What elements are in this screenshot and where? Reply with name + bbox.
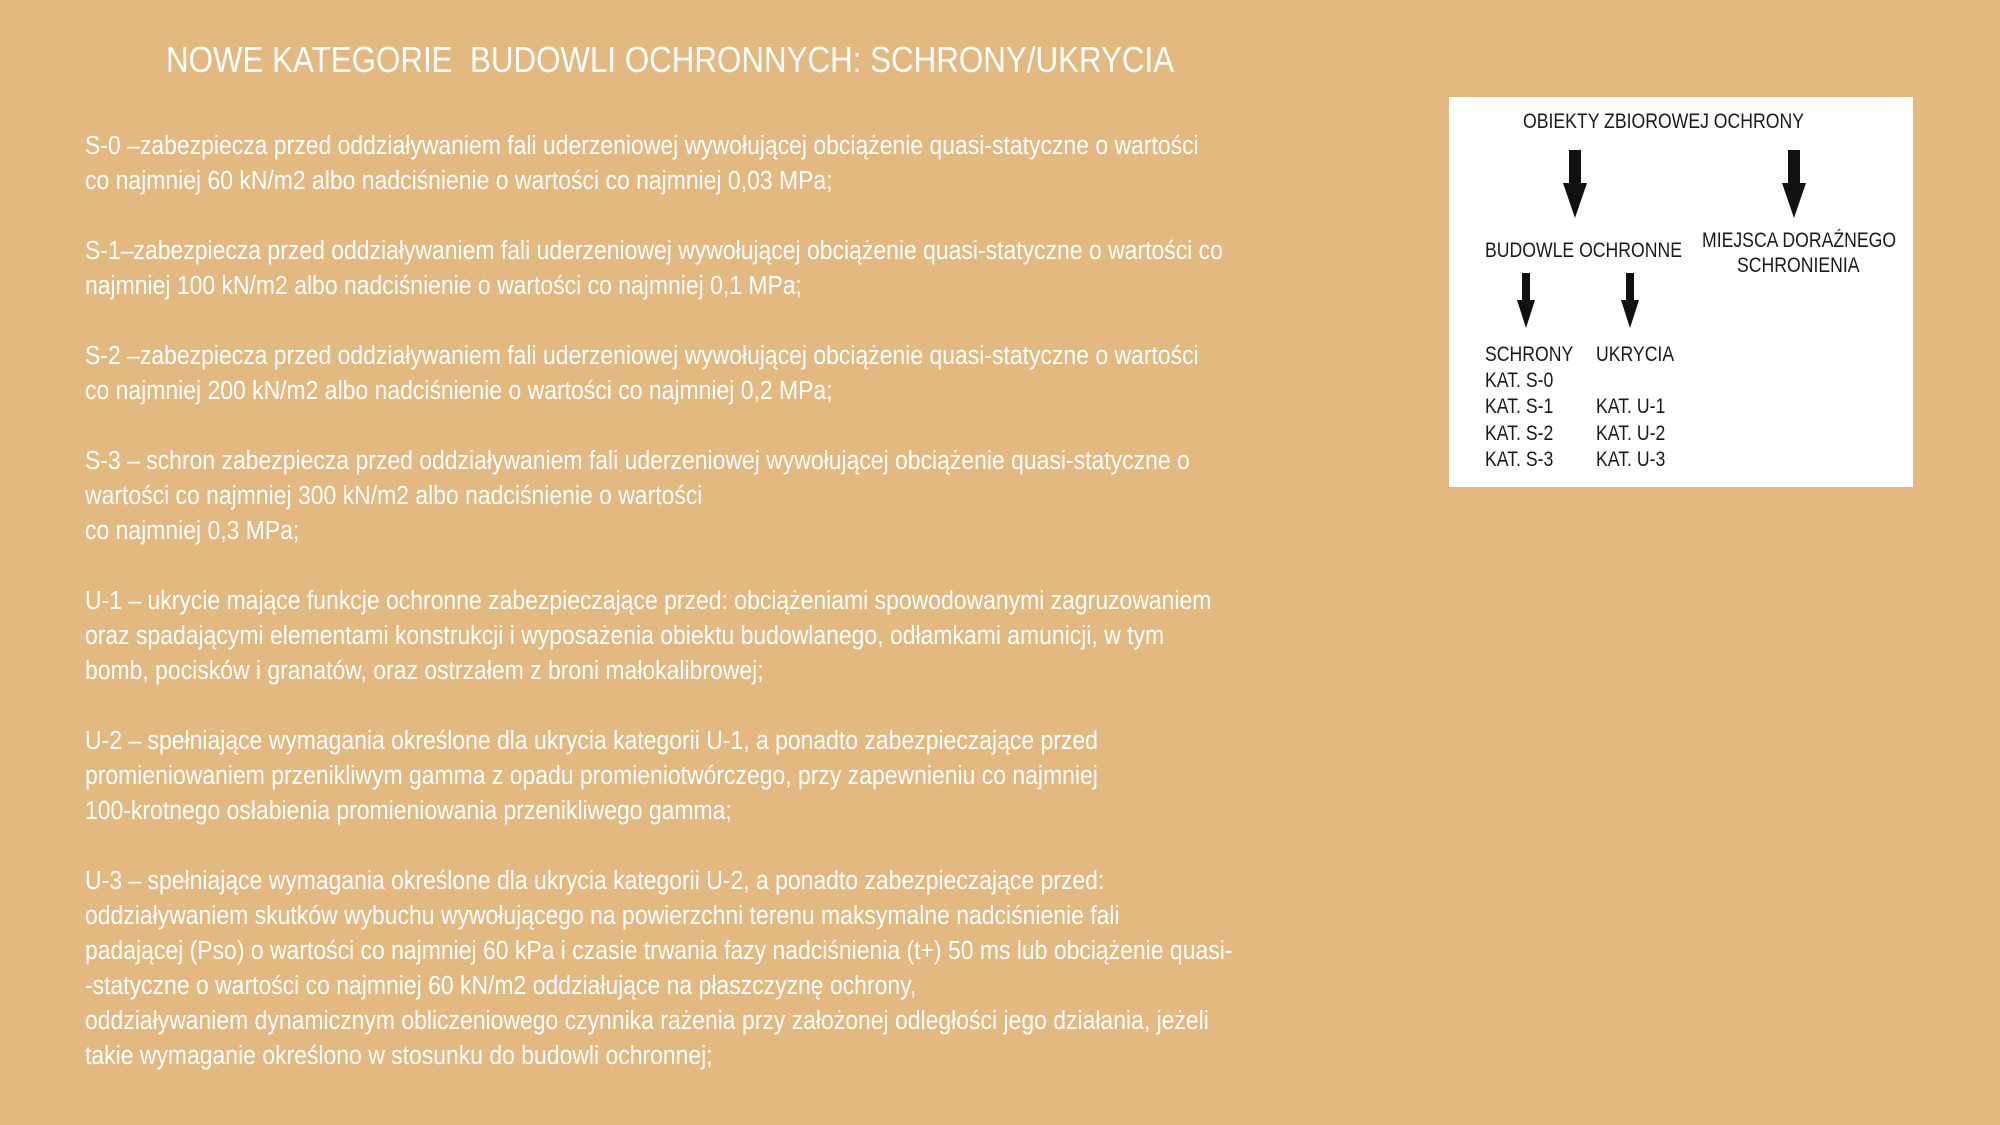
hideout-category: KAT. U-2 xyxy=(1596,422,1666,445)
budowle-ochronne-label: BUDOWLE OCHRONNE xyxy=(1485,239,1683,262)
paragraph-u3 xyxy=(85,864,1435,1074)
shelter-category: KAT. S-3 xyxy=(1485,448,1554,471)
text-line: S-0 –zabezpiecza przed oddziaływaniem fali uderzeniowej wywołującej obciążenie quasi-statyczne o wartości xyxy=(85,132,1199,160)
shelter-category: KAT. S-0 xyxy=(1485,369,1554,392)
text-line: U-1 – ukrycie mające funkcje ochronne zabezpieczające przed: obciążeniami spowodowanymi zagruzowaniem xyxy=(85,587,1212,615)
text-line: S-3 – schron zabezpiecza przed oddziaływaniem fali uderzeniowej wywołującej obciążenie quasi-statyczne o xyxy=(85,447,1190,475)
text-line: 100-krotnego osłabienia promieniowania przenikliwego gamma; xyxy=(85,797,732,825)
hideout-category: KAT. U-1 xyxy=(1596,395,1666,418)
slide-title: NOWE KATEGORIE BUDOWLI OCHRONNYCH: SCHRONY/UKRYCIA xyxy=(166,39,1175,80)
protection-objects-diagram xyxy=(1449,97,1913,487)
schrony-heading: SCHRONY xyxy=(1485,343,1574,366)
text-line: wartości co najmniej 300 kN/m2 albo nadciśnienie o wartości xyxy=(85,482,703,510)
text-line: oraz spadającymi elementami konstrukcji i wyposażenia obiektu budowlanego, odłamkami amunicji, w tym xyxy=(85,622,1165,650)
diagram-root-label: OBIEKTY ZBIOROWEJ OCHRONY xyxy=(1523,110,1804,133)
arrow-down-icon xyxy=(1562,150,1588,218)
text-line: U-3 – spełniające wymagania określone dla ukrycia kategorii U-2, a ponadto zabezpieczające przed: xyxy=(85,867,1105,895)
arrow-down-icon xyxy=(1516,273,1536,328)
paragraph-s3 xyxy=(85,444,1435,549)
arrow-down-icon xyxy=(1620,273,1640,328)
shelter-category: KAT. S-2 xyxy=(1485,422,1554,445)
hideout-category: KAT. U-3 xyxy=(1596,448,1666,471)
category-definitions xyxy=(85,129,1435,1109)
text-line: promieniowaniem przenikliwym gamma z opadu promieniotwórczego, przy zapewnieniu co najmniej xyxy=(85,762,1098,790)
text-line: co najmniej 60 kN/m2 albo nadciśnienie o wartości co najmniej 0,03 MPa; xyxy=(85,167,833,195)
schronienia-label: SCHRONIENIA xyxy=(1737,254,1860,277)
paragraph-s2 xyxy=(85,339,1435,409)
miejsca-doraznego-label: MIEJSCA DORAŹNEGO xyxy=(1702,229,1897,252)
text-line: oddziaływaniem skutków wybuchu wywołującego na powierzchni terenu maksymalne nadciśnienie fali xyxy=(85,902,1120,930)
text-line: S-1–zabezpiecza przed oddziaływaniem fali uderzeniowej wywołującej obciążenie quasi-statyczne o wartości co xyxy=(85,237,1223,265)
arrow-down-icon xyxy=(1781,150,1807,218)
text-line: padającej (Pso) o wartości co najmniej 60 kPa i czasie trwania fazy nadciśnienia (t+) 50 ms lub obciążenie quasi- xyxy=(85,937,1233,965)
paragraph-s1 xyxy=(85,234,1435,304)
text-line: co najmniej 0,3 MPa; xyxy=(85,517,300,545)
paragraph-s0 xyxy=(85,129,1435,199)
paragraph-u2 xyxy=(85,724,1435,829)
text-line: takie wymaganie określono w stosunku do budowli ochronnej; xyxy=(85,1042,713,1070)
text-line: U-2 – spełniające wymagania określone dla ukrycia kategorii U-1, a ponadto zabezpieczające przed xyxy=(85,727,1098,755)
text-line: -statyczne o wartości co najmniej 60 kN/m2 oddziałujące na płaszczyznę ochrony, xyxy=(85,972,917,1000)
ukrycia-heading: UKRYCIA xyxy=(1596,343,1675,366)
shelter-category: KAT. S-1 xyxy=(1485,395,1554,418)
text-line: oddziaływaniem dynamicznym obliczeniowego czynnika rażenia przy założonej odległości jego działania, jeżeli xyxy=(85,1007,1209,1035)
text-line: najmniej 100 kN/m2 albo nadciśnienie o wartości co najmniej 0,1 MPa; xyxy=(85,272,802,300)
text-line: bomb, pocisków i granatów, oraz ostrzałem z broni małokalibrowej; xyxy=(85,657,764,685)
text-line: S-2 –zabezpiecza przed oddziaływaniem fali uderzeniowej wywołującej obciążenie quasi-statyczne o wartości xyxy=(85,342,1199,370)
text-line: co najmniej 200 kN/m2 albo nadciśnienie o wartości co najmniej 0,2 MPa; xyxy=(85,377,833,405)
paragraph-u1 xyxy=(85,584,1435,689)
